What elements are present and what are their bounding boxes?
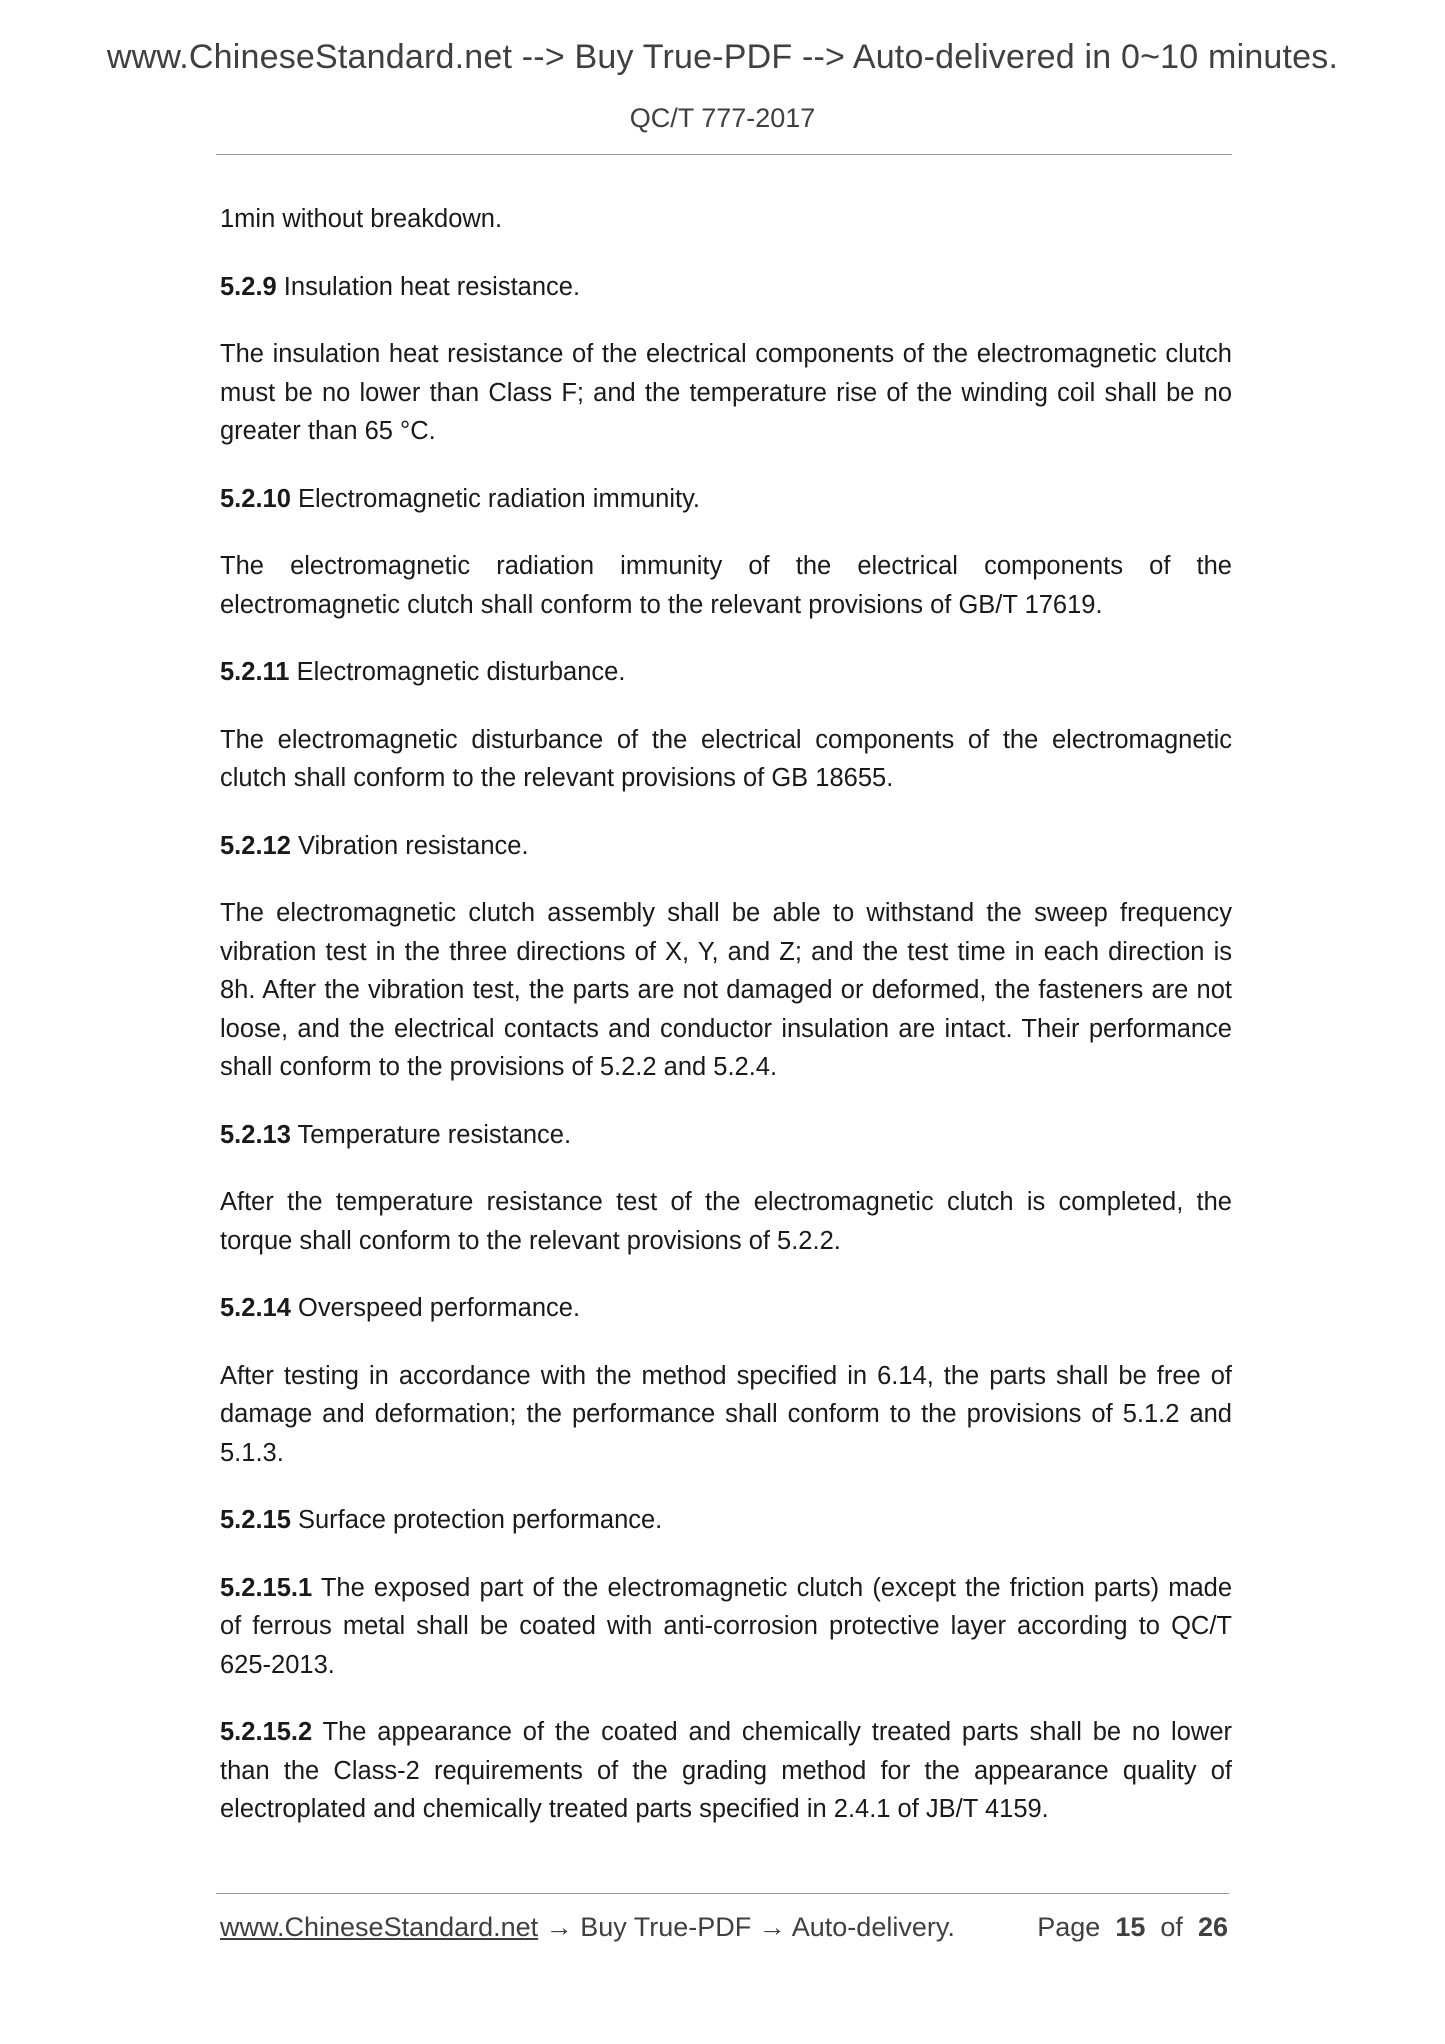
- site-link[interactable]: www.ChineseStandard.net: [220, 1912, 539, 1942]
- paragraph-5-2-15-1: [220, 1569, 1232, 1685]
- paragraph-5-2-15-2: [220, 1713, 1232, 1829]
- section-number: 5.2.15: [220, 1506, 291, 1534]
- section-number: 5.2.11: [220, 658, 290, 686]
- buy-text: Buy True-PDF: [580, 1912, 752, 1942]
- arrow-icon: →: [751, 1912, 792, 1942]
- section-number: 5.2.14: [220, 1294, 291, 1322]
- page-total: 26: [1197, 1912, 1228, 1942]
- paragraph-5-2-13: After the temperature resistance test of the electromagnetic clutch is completed, the torque shall conform to the relevant provisions of 5.2.2.: [220, 1188, 1232, 1255]
- document-body: [220, 200, 1232, 1858]
- section-heading-5-2-14: [220, 1289, 1232, 1328]
- footer-promo: [220, 1912, 955, 1943]
- of-label: of: [1160, 1912, 1183, 1942]
- page-number: 15: [1115, 1912, 1146, 1942]
- paragraph-5-2-11: The electromagnetic disturbance of the electrical components of the electromagnetic clutch shall conform to the relevant provisions of GB 18655.: [220, 725, 1232, 792]
- section-number: 5.2.15.2: [220, 1718, 313, 1746]
- section-heading-5-2-12: [220, 827, 1232, 866]
- arrow-icon: →: [538, 1912, 581, 1942]
- paragraph-continuation: 1min without breakdown.: [220, 205, 503, 233]
- section-title: Insulation heat resistance.: [276, 272, 581, 301]
- section-heading-5-2-9: [220, 268, 1232, 307]
- section-heading-5-2-13: [220, 1116, 1232, 1155]
- section-number: 5.2.9: [220, 272, 277, 301]
- paragraph-5-2-12: The electromagnetic clutch assembly shall be able to withstand the sweep frequency vibration test in the three directions of X, Y, and Z; and the test time in each direction is 8h. After the vibration test, the parts are not damaged or deformed, the fasteners are not loose, and the electrical contacts and conductor insulation are intact. Their performance shall conform to the provisions of 5.2.2 and 5.2.4.: [220, 899, 1232, 1081]
- section-heading-5-2-15: [220, 1501, 1232, 1540]
- page-indicator: [1037, 1912, 1228, 1943]
- paragraph-5-2-10: The electromagnetic radiation immunity of the electrical components of the electromagnetic clutch shall conform to the relevant provisions of GB/T 17619.: [220, 552, 1232, 619]
- section-number: 5.2.10: [220, 484, 291, 513]
- section-title: Vibration resistance.: [290, 831, 529, 860]
- page-label: Page: [1037, 1912, 1101, 1942]
- header-divider: [216, 154, 1232, 155]
- paragraph-5-2-9: The insulation heat resistance of the electrical components of the electromagnetic clutch must be no lower than Class F; and the temperature rise of the winding coil shall be no greater than 65 °C.: [220, 340, 1232, 445]
- document-code: QC/T 777-2017: [629, 103, 816, 133]
- footer-divider: [216, 1893, 1229, 1894]
- delivery-text: Auto-delivery.: [791, 1912, 955, 1942]
- section-title: Electromagnetic disturbance.: [289, 658, 626, 686]
- section-title: Overspeed performance.: [290, 1294, 581, 1322]
- section-number: 5.2.15.1: [220, 1573, 313, 1602]
- section-heading-5-2-11: [220, 653, 1232, 692]
- section-number: 5.2.12: [220, 831, 291, 860]
- site-banner: www.ChineseStandard.net --> Buy True-PDF --> Auto-delivered in 0~10 minutes.: [106, 38, 1339, 76]
- section-title: Temperature resistance.: [290, 1120, 572, 1149]
- section-number: 5.2.13: [220, 1120, 291, 1149]
- section-heading-5-2-10: [220, 480, 1232, 519]
- paragraph-text: The appearance of the coated and chemically treated parts shall be no lower than the Class-2 requirements of the grading method for the appearance quality of electroplated and chemically treated parts specified in 2.4.1 of JB/T 4159.: [220, 1718, 1232, 1823]
- section-title: Surface protection performance.: [290, 1506, 663, 1534]
- paragraph-text: The exposed part of the electromagnetic clutch (except the friction parts) made of ferrous metal shall be coated with anti-corrosion protective layer according to QC/T 625-2013.: [220, 1573, 1232, 1679]
- paragraph-5-2-14: After testing in accordance with the method specified in 6.14, the parts shall be free of damage and deformation; the performance shall conform to the provisions of 5.1.2 and 5.1.3.: [220, 1361, 1232, 1467]
- section-title: Electromagnetic radiation immunity.: [290, 484, 701, 513]
